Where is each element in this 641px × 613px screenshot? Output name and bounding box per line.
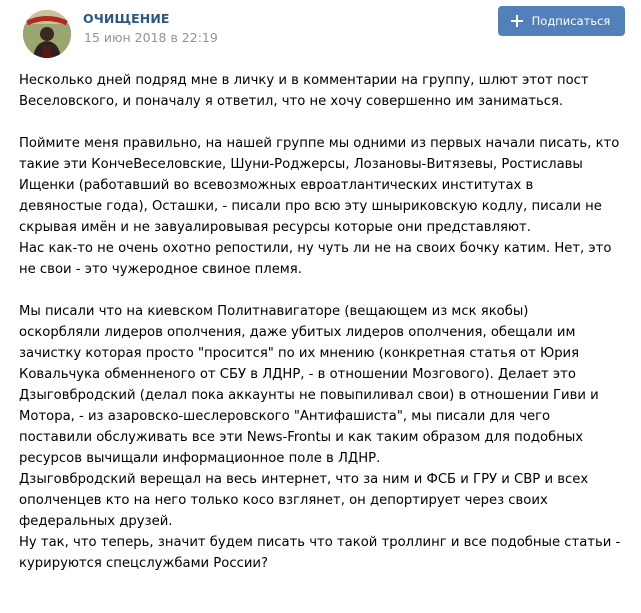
text-line: Поймите меня правильно, на нашей группе мы одними из первых начали писать, кто [19,136,620,151]
plus-icon [511,15,523,27]
group-avatar[interactable] [23,10,71,58]
paragraph [19,70,631,112]
paragraph [19,133,631,280]
group-name-link[interactable]: ОЧИЩЕНИЕ [83,11,170,26]
text-line: скрывая имён и не завуалировывая ресурсы которые они представляют. [19,220,531,235]
post-header [0,0,641,60]
text-line: Дзыговбродский верещал на весь интернет, что за ним и ФСБ и ГРУ и СВР и всех [19,472,589,487]
text-line: Несколько дней подряд мне в личку и в комментарии на группу, шлют этот пост [19,73,589,88]
subscribe-label: Подписаться [531,14,611,28]
text-line: Мотора, - из азаровско-шеслеровского "Антифашиста", мы писали для чего [19,409,551,424]
text-line: такие эти КончеВеселовские, Шуни-Роджерсы, Лозановы-Витязевы, Ростиславы [19,157,583,172]
text-line: Ковальчука обменненого от СБУ в ЛДНР, - в отношении Мозгового). Делает это [19,367,576,382]
text-line: поставили обслуживать все эти News-Frontы и как таким образом для подобных [19,430,584,445]
text-line: Дзыговбродский (делал пока аккаунты не повыпиливал свои) в отношении Гиви и [19,388,599,403]
text-line: федеральных друзей. [19,514,173,529]
text-line: Нас как-то не очень охотно репостили, ну чуть ли не на своих бочку катим. Нет, это [19,241,612,256]
text-line: Мы писали что на киевском Политнавигаторе (вещающем из мск якобы) [19,304,529,319]
avatar-image-icon [23,10,71,58]
text-line: ополченцев кто на него только косо взглянет, он депортирует через своих [19,493,548,508]
subscribe-button[interactable] [498,6,625,36]
text-line: не свои - это чужеродное свиное племя. [19,262,302,277]
text-line: Веселовского, и поначалу я ответил, что не хочу совершенно им заниматься. [19,94,564,109]
text-line: Ищенки (работавший во всевозможных евроатлантических институтах в [19,178,534,193]
text-line: ресурсов вычищали информационное поле в ЛДНР. [19,451,381,466]
post-text [19,70,631,595]
text-line: Ну так, что теперь, значит будем писать что такой троллинг и все подобные статьи - [19,535,621,550]
post-date[interactable]: 15 июн 2018 в 22:19 [84,30,218,45]
paragraph [19,301,631,574]
text-line: зачистку которая просто "просится" по их мнению (конкретная статья от Юрия [19,346,580,361]
text-line: девяностые года), Осташки, - писали про всю эту шныриковскую кодлу, писали не [19,199,602,214]
text-line: оскорбляли лидеров ополчения, даже убитых лидеров ополчения, обещали им [19,325,576,340]
text-line: курируются спецслужбами России? [19,556,268,571]
